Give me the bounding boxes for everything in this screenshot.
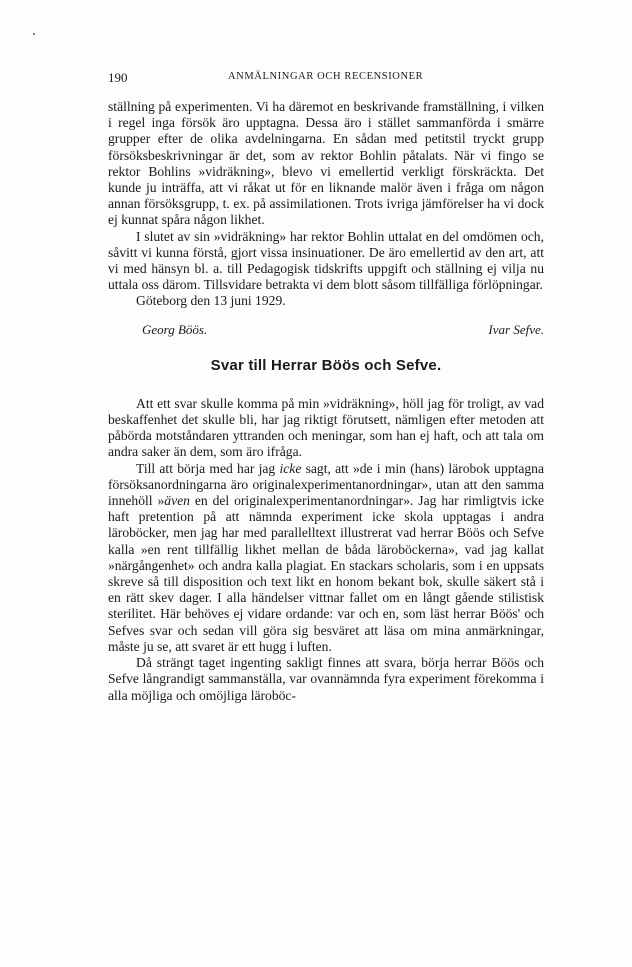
signature-block [108,322,544,344]
dateline: Göteborg den 13 juni 1929. [136,293,286,309]
running-head: ANMÄLNINGAR OCH RECENSIONER [228,71,424,82]
page-header [108,70,536,86]
emphasis-icke: icke [279,460,302,476]
signature-ivar-sefve: Ivar Sefve. [488,321,544,337]
paragraph-experiments: ställning på experimenten. Vi ha däremot en beskrivande framställning, i vilken i regel inga försök äro upptagna. Dessa äro i stället sammanförda i smärre grupper efter de olika avdelningarna. En sådan med petitstil tryckt grupp försöksbeskrivningar är det, som av rektor Bohlin påtalats. När vi fingo se rektor Bohlins »vidräkning», blevo vi emellertid verkligt förskräckta. Det kunde ju inträffa, att vi råkat ut för en liknande malör även i fråga om någon annan försöksgrupp, t. ex. på assimilationen. Trots ivriga jämförelser ha vi dock ej kunnat spåra någon likhet. [108,99,544,228]
section-title: Svar till Herrar Böös och Sefve. [210,356,442,374]
emphasis-aven: även [164,493,190,509]
reply-main-text-a: Till att börja med har jag [136,460,280,476]
paragraph-reply-closing: Då strängt taget ingenting sakligt finnes att svara, börja herrar Böös och Sefve långrandigt sammanställa, var ovannämnda fyra experiment förekomma i alla möjliga och omöjliga läroböc- [108,655,544,703]
page-number: 190 [108,70,128,85]
paragraph-reply-intro: Att ett svar skulle komma på min »vidräkning», höll jag för troligt, av vad beskaffenhet det skulle bli, har jag riktigt förutsett, nämligen efter metoden att påbörda motståndaren yttranden och meningar, som han ej haft, och att tala om andra saker än dem, som äro ifråga. [108,395,544,460]
reply-main-text-b: sagt, att »de i min (hans) lärobok upptagna försöksanordningarna äro originalexperimentanordningar», utan att den samma innehöll » [108,460,545,509]
paragraph-reply-main [108,461,544,655]
paragraph-insinuations: I slutet av sin »vidräkning» har rektor Bohlin uttalat en del omdömen och, såvitt vi kunna förstå, gjort vissa insinuationer. De äro emellertid av den art, att vi med hänsyn bl. a. till Pedagogisk tidskrifts uppgift och ställning ej vilja nu uttala oss därom. Tillsvidare betrakta vi dem blott såsom tillfälliga förlöpningar. [108,228,544,293]
print-speck [33,33,35,35]
reply-main-text-c: en del originalexperimentanordningar». Jag har rimligtvis icke haft pretention på att nämnda experiment icke skola upptagas i andra läroböcker, men jag har med parallelltext illustrerat vad herrar Böös och Sefve kalla »en rent tillfällig likhet mellan de båda läroböckerna», vad jag kallat »närgångenhet» och andra kalla plagiat. En stackars scholaris, som i en uppsats skreve så till disposition och text likt en honom bekant bok, skulle säkert stå i en rätt skev dager. I alla händelser vittnar fallet om en långt gående stilistisk sterilitet. Här behöves ej vidare ordande: var och en, som läst herrar Böös' och Sefves svar och sedan vill göra sig besväret att läsa om mina anmärkningar, måste ju se, att svaret är ett hugg i luften. [108,493,545,654]
page-body [108,99,544,704]
signature-georg-boos: Georg Böös. [142,321,208,337]
